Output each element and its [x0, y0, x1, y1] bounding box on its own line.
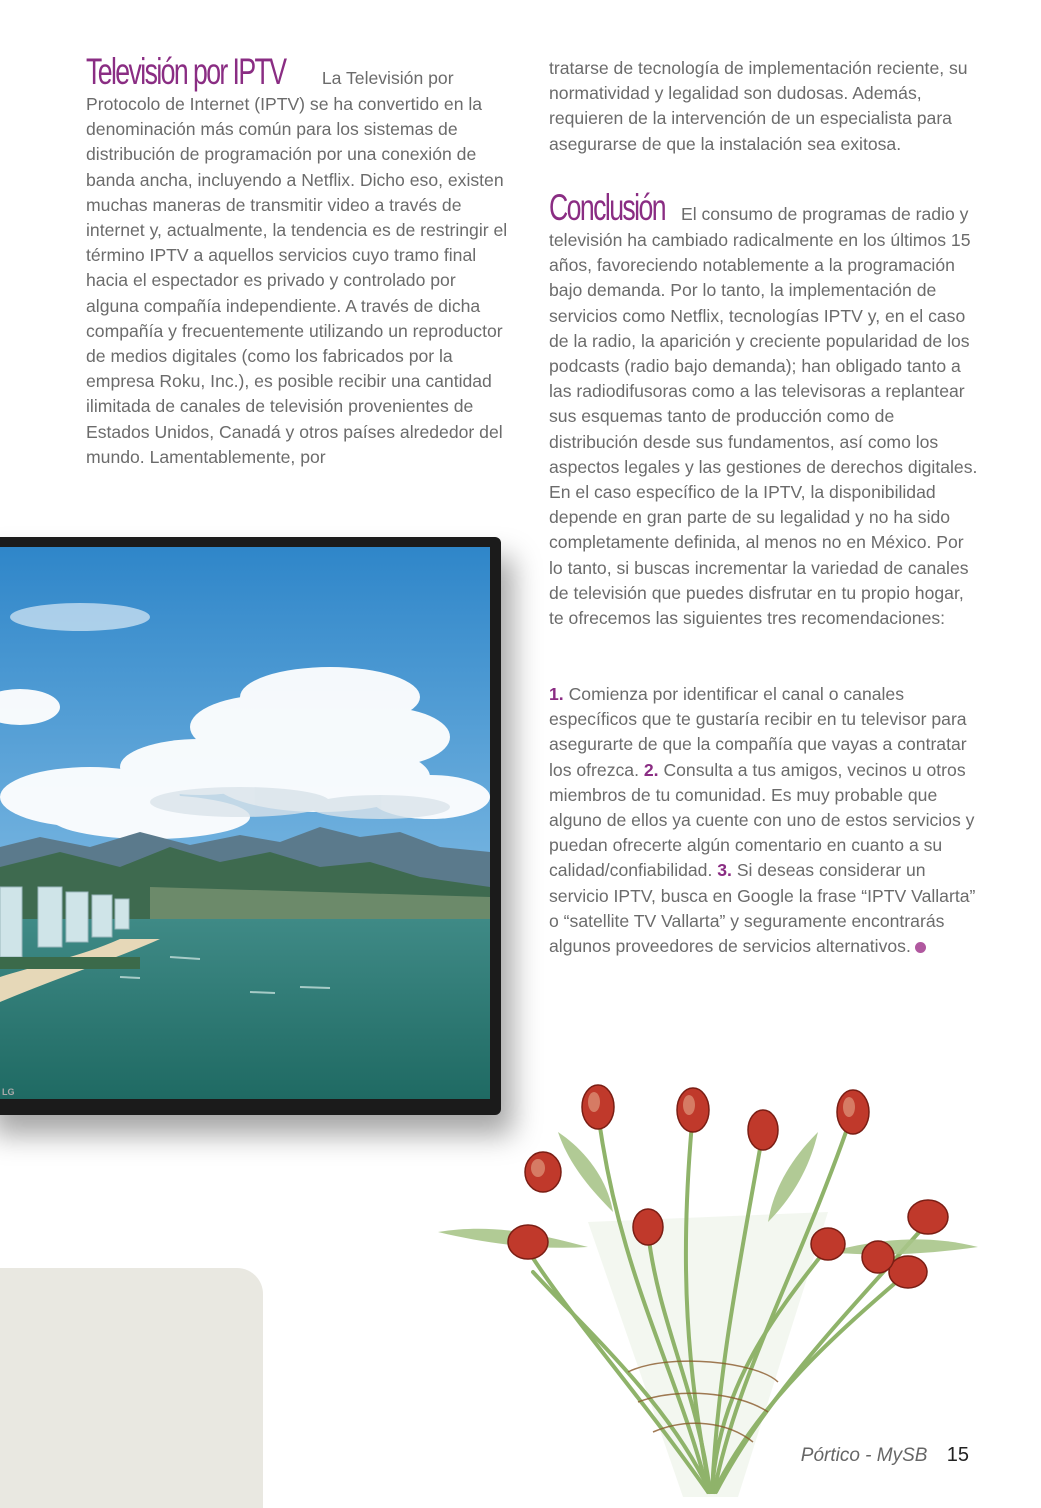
beach-landscape-image — [0, 547, 490, 1099]
recommendation-number: 3. — [717, 860, 732, 881]
magazine-name: Pórtico - MySB — [800, 1445, 928, 1466]
iptv-continuation — [549, 56, 979, 157]
page-number: 15 — [946, 1444, 969, 1466]
iptv-continuation-text: tratarse de tecnología de implementación reciente, su normatividad y legalidad son dudosas. Además, requieren de la intervención de un especialista para asegurarse de que la instalación sea exitosa. — [549, 58, 968, 154]
decorative-panel — [0, 1268, 263, 1508]
recommendations-list — [549, 682, 979, 959]
tv-screen — [0, 547, 490, 1099]
recommendation-number: 2. — [643, 759, 659, 780]
page-footer — [801, 1444, 969, 1467]
recommendation-number: 1. — [549, 684, 564, 704]
iptv-body: La Televisión por Protocolo de Internet (IPTV) se ha convertido en la denominación más común para los sistemas de distribución de programación por una conexión de banda ancha, incluyendo a Netflix. Dicho eso, existen muchas maneras de transmitir video a través de internet y, actualmente, la tendencia es de restringir el término IPTV a aquellos servicios cuyo tramo final hacia el espectador es privado y controlado por alguna compañía independiente. A través de dicha compañía y frecuentemente utilizando un reproductor de medios digitales (como los fabricados por la empresa Roku, Inc.), es posible recibir una cantidad ilimitada de canales de televisión provenientes de Estados Unidos, Canadá y otros países alrededor del mundo. Lamentablemente, por — [86, 68, 508, 467]
recommendation-text: Si deseas considerar un servicio IPTV, busca en Google la frase “IPTV Vallarta” o “satellite TV Vallarta” y seguramente encontrarás algunos proveedores de servicios alternativos. — [549, 860, 976, 957]
tv-brand-logo: LG — [2, 1087, 15, 1097]
tulip-vase-image — [438, 1072, 978, 1497]
iptv-article — [86, 52, 511, 470]
recommendation-text: Consulta a tus amigos, vecinos u otros miembros de tu comunidad. Es muy probable que alguno de ellos ya cuente con uno de estos servicios y puedan ofrecerte algún comentario en cuanto a su calidad/confiabilidad. — [549, 759, 975, 881]
tv-photo — [0, 537, 501, 1115]
iptv-heading: Televisión por IPTV — [86, 51, 286, 92]
conclusion-article — [549, 188, 979, 631]
conclusion-body: El consumo de programas de radio y televisión ha cambiado radicalmente en los últimos 15 años, favoreciendo notablemente a la programación bajo demanda. Por lo tanto, la implementación de servicios como Netflix, tecnologías IPTV y, en el caso de la radio, la aparición y creciente popularidad de los podcasts (radio bajo demanda); han obligado tanto a las radiodifusoras como a las televisoras a replantear sus esquemas tanto de producción como de distribución desde sus fundamentos, así como los aspectos legales y las gestiones de derechos digitales. En el caso específico de la IPTV, la disponibilidad depende en gran parte de su legalidad y no ha sido completamente definida, al menos no en México. Por lo tanto, si buscas incrementar la variedad de canales de televisión que puedes disfrutar en tu propio hogar, te ofrecemos las siguientes tres recomendaciones: — [549, 204, 978, 629]
recommendation-text: Comienza por identificar el canal o canales específicos que te gustaría recibir en tu televisor para asegurarte de que la compañía que vayas a contratar los ofrezca. — [549, 684, 967, 780]
conclusion-heading: Conclusión — [549, 187, 665, 228]
end-bullet-icon — [915, 942, 926, 953]
